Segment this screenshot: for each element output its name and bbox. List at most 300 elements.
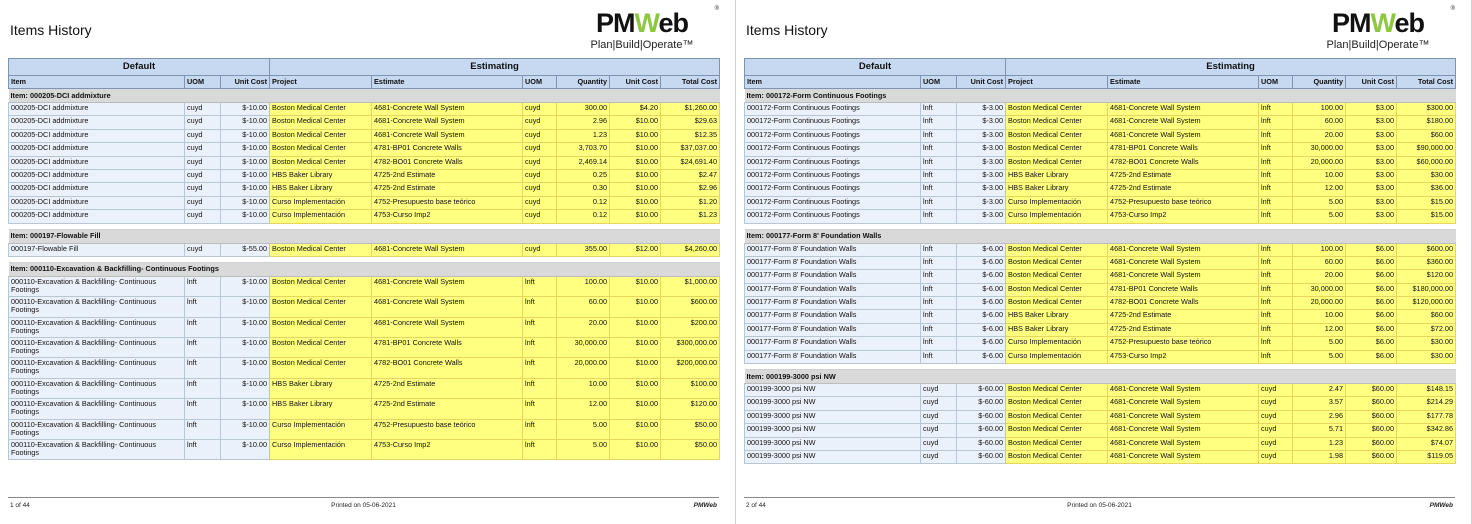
- cell-project: HBS Baker Library: [1006, 323, 1108, 336]
- cell-quantity: 20.00: [557, 317, 610, 337]
- cell-est-unit-cost: $10.00: [610, 358, 661, 378]
- cell-default-unit-cost: $-10.00: [221, 169, 270, 182]
- item-group-title: Item: 000197-Flowable Fill: [9, 229, 720, 243]
- cell-item: 000199-3000 psi NW: [745, 384, 921, 397]
- table-row: [745, 397, 1456, 410]
- cell-item: 000197-Flowable Fill: [9, 243, 185, 256]
- cell-project: Boston Medical Center: [1006, 297, 1108, 310]
- cell-estimate: 4725-2nd Estimate: [1108, 183, 1259, 196]
- cell-default-unit-cost: $-3.00: [957, 103, 1006, 116]
- cell-default-unit-cost: $-6.00: [957, 337, 1006, 350]
- cell-est-uom: lnft: [1259, 337, 1293, 350]
- items-history-table: [8, 58, 720, 460]
- table-row: [745, 183, 1456, 196]
- header-default-unit-cost: Unit Cost: [957, 76, 1006, 89]
- cell-est-unit-cost: $60.00: [1346, 397, 1397, 410]
- cell-quantity: 2,469.14: [557, 156, 610, 169]
- printed-date: Printed on 05-06-2021: [1067, 502, 1132, 509]
- cell-project: Boston Medical Center: [1006, 243, 1108, 256]
- cell-default-uom: cuyd: [185, 103, 221, 116]
- cell-estimate: 4681-Concrete Wall System: [1108, 243, 1259, 256]
- cell-est-uom: lnft: [523, 297, 557, 317]
- cell-item: 000110-Excavation & Backfilling- Continuous Footings: [9, 378, 185, 398]
- cell-quantity: 10.00: [1293, 310, 1346, 323]
- cell-est-unit-cost: $10.00: [610, 440, 661, 460]
- cell-total-cost: $30.00: [1397, 350, 1456, 363]
- cell-project: Curso Implementación: [1006, 196, 1108, 209]
- cell-est-unit-cost: $10.00: [610, 169, 661, 182]
- cell-default-unit-cost: $-6.00: [957, 283, 1006, 296]
- cell-project: Curso Implementación: [1006, 337, 1108, 350]
- cell-default-unit-cost: $-3.00: [957, 129, 1006, 142]
- table-row: [745, 243, 1456, 256]
- cell-project: Boston Medical Center: [270, 156, 372, 169]
- table-row: [9, 399, 720, 419]
- cell-estimate: 4781-BP01 Concrete Walls: [372, 338, 523, 358]
- table-row: [745, 116, 1456, 129]
- cell-est-uom: lnft: [523, 399, 557, 419]
- cell-item: 000110-Excavation & Backfilling- Continuous Footings: [9, 338, 185, 358]
- cell-default-unit-cost: $-6.00: [957, 297, 1006, 310]
- column-header-row: [745, 76, 1456, 89]
- item-group-header: [9, 89, 720, 103]
- cell-estimate: 4752-Presupuesto base teórico: [372, 419, 523, 439]
- table-row: [745, 297, 1456, 310]
- cell-total-cost: $1.23: [661, 210, 720, 223]
- cell-est-unit-cost: $3.00: [1346, 116, 1397, 129]
- cell-quantity: 12.00: [557, 399, 610, 419]
- cell-estimate: 4725-2nd Estimate: [372, 399, 523, 419]
- cell-default-uom: lnft: [185, 399, 221, 419]
- cell-default-uom: cuyd: [185, 196, 221, 209]
- cell-estimate: 4781-BP01 Concrete Walls: [1108, 143, 1259, 156]
- header-project: Project: [1006, 76, 1108, 89]
- cell-default-uom: cuyd: [185, 169, 221, 182]
- table-row: [9, 338, 720, 358]
- table-row: [745, 169, 1456, 182]
- cell-default-uom: lnft: [921, 310, 957, 323]
- cell-est-unit-cost: $10.00: [610, 156, 661, 169]
- header-total-cost: Total Cost: [661, 76, 720, 89]
- page-number: 2 of 44: [746, 502, 766, 509]
- cell-est-unit-cost: $10.00: [610, 116, 661, 129]
- cell-est-unit-cost: $10.00: [610, 210, 661, 223]
- cell-quantity: 20,000.00: [557, 358, 610, 378]
- cell-total-cost: $180,000.00: [1397, 283, 1456, 296]
- cell-total-cost: $37,037.00: [661, 143, 720, 156]
- cell-est-uom: lnft: [523, 276, 557, 296]
- cell-est-unit-cost: $60.00: [1346, 384, 1397, 397]
- cell-total-cost: $177.78: [1397, 410, 1456, 423]
- header-estimate: Estimate: [1108, 76, 1259, 89]
- table-row: [9, 129, 720, 142]
- cell-total-cost: $60,000.00: [1397, 156, 1456, 169]
- logo-registered-mark: ®: [714, 6, 719, 12]
- cell-project: Boston Medical Center: [270, 103, 372, 116]
- group-default: Default: [9, 59, 270, 76]
- cell-project: Boston Medical Center: [1006, 283, 1108, 296]
- cell-est-uom: lnft: [1259, 116, 1293, 129]
- cell-quantity: 5.71: [1293, 424, 1346, 437]
- cell-est-uom: cuyd: [523, 103, 557, 116]
- cell-item: 000172-Form Continuous Footings: [745, 103, 921, 116]
- cell-total-cost: $15.00: [1397, 210, 1456, 223]
- cell-default-uom: cuyd: [185, 243, 221, 256]
- cell-estimate: 4681-Concrete Wall System: [372, 297, 523, 317]
- cell-project: Boston Medical Center: [1006, 143, 1108, 156]
- cell-default-uom: lnft: [185, 276, 221, 296]
- cell-total-cost: $1,260.00: [661, 103, 720, 116]
- cell-total-cost: $74.07: [1397, 437, 1456, 450]
- cell-total-cost: $119.05: [1397, 450, 1456, 463]
- cell-default-uom: cuyd: [185, 183, 221, 196]
- item-group-title: Item: 000172-Form Continuous Footings: [745, 89, 1456, 103]
- cell-project: Boston Medical Center: [1006, 156, 1108, 169]
- cell-est-uom: cuyd: [523, 116, 557, 129]
- cell-default-unit-cost: $-6.00: [957, 323, 1006, 336]
- cell-default-unit-cost: $-10.00: [221, 297, 270, 317]
- cell-est-unit-cost: $6.00: [1346, 270, 1397, 283]
- cell-est-uom: lnft: [523, 358, 557, 378]
- cell-item: 000172-Form Continuous Footings: [745, 129, 921, 142]
- header-item: Item: [745, 76, 921, 89]
- cell-item: 000177-Form 8' Foundation Walls: [745, 256, 921, 269]
- cell-est-unit-cost: $6.00: [1346, 243, 1397, 256]
- table-row: [9, 116, 720, 129]
- cell-est-unit-cost: $3.00: [1346, 169, 1397, 182]
- table-row: [9, 317, 720, 337]
- cell-default-uom: cuyd: [921, 437, 957, 450]
- cell-total-cost: $72.00: [1397, 323, 1456, 336]
- cell-default-uom: lnft: [921, 129, 957, 142]
- cell-default-uom: lnft: [921, 196, 957, 209]
- cell-default-uom: lnft: [921, 183, 957, 196]
- table-row: [745, 256, 1456, 269]
- cell-estimate: 4753-Curso Imp2: [1108, 350, 1259, 363]
- cell-default-unit-cost: $-3.00: [957, 143, 1006, 156]
- cell-default-uom: cuyd: [921, 384, 957, 397]
- cell-default-unit-cost: $-10.00: [221, 276, 270, 296]
- cell-est-uom: lnft: [1259, 143, 1293, 156]
- cell-est-unit-cost: $10.00: [610, 129, 661, 142]
- cell-project: Boston Medical Center: [270, 276, 372, 296]
- cell-est-unit-cost: $60.00: [1346, 424, 1397, 437]
- cell-project: Curso Implementación: [270, 196, 372, 209]
- cell-estimate: 4681-Concrete Wall System: [372, 317, 523, 337]
- cell-default-unit-cost: $-10.00: [221, 358, 270, 378]
- item-group-header: [745, 89, 1456, 103]
- cell-default-unit-cost: $-60.00: [957, 384, 1006, 397]
- cell-estimate: 4752-Presupuesto base teórico: [372, 196, 523, 209]
- table-row: [9, 243, 720, 256]
- cell-item: 000199-3000 psi NW: [745, 437, 921, 450]
- cell-item: 000172-Form Continuous Footings: [745, 196, 921, 209]
- cell-total-cost: $100.00: [661, 378, 720, 398]
- cell-est-uom: cuyd: [523, 156, 557, 169]
- pmweb-logo: [1307, 6, 1455, 54]
- cell-estimate: 4782-BO01 Concrete Walls: [1108, 297, 1259, 310]
- cell-item: 000177-Form 8' Foundation Walls: [745, 297, 921, 310]
- cell-quantity: 0.12: [557, 196, 610, 209]
- cell-est-unit-cost: $3.00: [1346, 129, 1397, 142]
- cell-project: Curso Implementación: [270, 210, 372, 223]
- table-row: [9, 156, 720, 169]
- cell-quantity: 355.00: [557, 243, 610, 256]
- header-item: Item: [9, 76, 185, 89]
- cell-total-cost: $50.00: [661, 419, 720, 439]
- cell-est-unit-cost: $6.00: [1346, 337, 1397, 350]
- cell-estimate: 4681-Concrete Wall System: [1108, 129, 1259, 142]
- header-project: Project: [270, 76, 372, 89]
- cell-quantity: 12.00: [1293, 323, 1346, 336]
- cell-project: Curso Implementación: [270, 440, 372, 460]
- cell-item: 000205-DCI addmixture: [9, 196, 185, 209]
- cell-quantity: 10.00: [1293, 169, 1346, 182]
- cell-default-unit-cost: $-60.00: [957, 424, 1006, 437]
- cell-item: 000205-DCI addmixture: [9, 169, 185, 182]
- cell-project: Boston Medical Center: [1006, 103, 1108, 116]
- cell-item: 000172-Form Continuous Footings: [745, 156, 921, 169]
- header-est-unit-cost: Unit Cost: [1346, 76, 1397, 89]
- logo-wordmark: PMWeb: [1331, 8, 1424, 38]
- cell-project: Boston Medical Center: [1006, 410, 1108, 423]
- cell-quantity: 30,000.00: [557, 338, 610, 358]
- cell-quantity: 5.00: [1293, 350, 1346, 363]
- cell-est-uom: cuyd: [1259, 410, 1293, 423]
- cell-est-unit-cost: $6.00: [1346, 283, 1397, 296]
- cell-default-unit-cost: $-6.00: [957, 256, 1006, 269]
- cell-project: Boston Medical Center: [270, 116, 372, 129]
- cell-total-cost: $60.00: [1397, 310, 1456, 323]
- cell-est-uom: lnft: [1259, 270, 1293, 283]
- cell-estimate: 4681-Concrete Wall System: [1108, 424, 1259, 437]
- cell-total-cost: $200.00: [661, 317, 720, 337]
- table-row: [745, 410, 1456, 423]
- column-header-row: [9, 76, 720, 89]
- cell-est-unit-cost: $6.00: [1346, 350, 1397, 363]
- cell-estimate: 4681-Concrete Wall System: [372, 276, 523, 296]
- cell-est-unit-cost: $12.00: [610, 243, 661, 256]
- cell-default-uom: cuyd: [185, 210, 221, 223]
- table-row: [745, 424, 1456, 437]
- cell-default-unit-cost: $-10.00: [221, 116, 270, 129]
- page-title: Items History: [746, 22, 828, 38]
- cell-est-uom: lnft: [1259, 297, 1293, 310]
- cell-est-unit-cost: $10.00: [610, 276, 661, 296]
- cell-total-cost: $342.86: [1397, 424, 1456, 437]
- header-total-cost: Total Cost: [1397, 76, 1456, 89]
- cell-est-uom: lnft: [523, 338, 557, 358]
- cell-default-uom: cuyd: [185, 116, 221, 129]
- group-estimating: Estimating: [1006, 59, 1456, 76]
- cell-quantity: 100.00: [557, 276, 610, 296]
- cell-est-uom: lnft: [1259, 323, 1293, 336]
- cell-item: 000110-Excavation & Backfilling- Continuous Footings: [9, 358, 185, 378]
- pmweb-logo: [571, 6, 719, 54]
- cell-project: Boston Medical Center: [270, 358, 372, 378]
- cell-total-cost: $50.00: [661, 440, 720, 460]
- cell-item: 000110-Excavation & Backfilling- Continuous Footings: [9, 440, 185, 460]
- cell-est-unit-cost: $3.00: [1346, 156, 1397, 169]
- cell-default-unit-cost: $-3.00: [957, 210, 1006, 223]
- cell-item: 000177-Form 8' Foundation Walls: [745, 337, 921, 350]
- table-row: [745, 350, 1456, 363]
- cell-quantity: 300.00: [557, 103, 610, 116]
- cell-item: 000199-3000 psi NW: [745, 397, 921, 410]
- page-footer: [8, 497, 719, 511]
- cell-default-uom: lnft: [921, 350, 957, 363]
- cell-est-uom: lnft: [523, 440, 557, 460]
- cell-estimate: 4725-2nd Estimate: [1108, 323, 1259, 336]
- cell-est-uom: cuyd: [523, 143, 557, 156]
- cell-default-uom: lnft: [921, 116, 957, 129]
- cell-project: HBS Baker Library: [1006, 169, 1108, 182]
- page-footer: [744, 497, 1455, 511]
- table-row: [9, 103, 720, 116]
- cell-estimate: 4753-Curso Imp2: [372, 210, 523, 223]
- header-quantity: Quantity: [1293, 76, 1346, 89]
- cell-item: 000199-3000 psi NW: [745, 424, 921, 437]
- table-row: [745, 283, 1456, 296]
- cell-item: 000172-Form Continuous Footings: [745, 116, 921, 129]
- table-row: [745, 129, 1456, 142]
- items-history-table: [744, 58, 1456, 464]
- cell-est-uom: lnft: [1259, 350, 1293, 363]
- cell-estimate: 4753-Curso Imp2: [1108, 210, 1259, 223]
- cell-item: 000177-Form 8' Foundation Walls: [745, 243, 921, 256]
- cell-project: Curso Implementación: [1006, 210, 1108, 223]
- cell-default-unit-cost: $-60.00: [957, 410, 1006, 423]
- logo-wordmark: PMWeb: [595, 8, 688, 38]
- cell-total-cost: $4,260.00: [661, 243, 720, 256]
- cell-est-uom: cuyd: [1259, 424, 1293, 437]
- cell-default-uom: cuyd: [185, 129, 221, 142]
- cell-default-unit-cost: $-3.00: [957, 196, 1006, 209]
- cell-item: 000110-Excavation & Backfilling- Continuous Footings: [9, 276, 185, 296]
- cell-project: Boston Medical Center: [270, 143, 372, 156]
- cell-default-uom: lnft: [185, 358, 221, 378]
- cell-project: Boston Medical Center: [270, 338, 372, 358]
- cell-item: 000172-Form Continuous Footings: [745, 183, 921, 196]
- table-row: [9, 169, 720, 182]
- cell-est-uom: cuyd: [523, 129, 557, 142]
- cell-default-uom: cuyd: [185, 156, 221, 169]
- cell-default-unit-cost: $-3.00: [957, 183, 1006, 196]
- cell-default-unit-cost: $-60.00: [957, 450, 1006, 463]
- cell-default-uom: cuyd: [921, 410, 957, 423]
- cell-project: Curso Implementación: [270, 419, 372, 439]
- table-row: [9, 210, 720, 223]
- cell-default-uom: lnft: [185, 297, 221, 317]
- item-group-title: Item: 000205-DCI addmixture: [9, 89, 720, 103]
- cell-default-unit-cost: $-3.00: [957, 156, 1006, 169]
- cell-project: Curso Implementación: [1006, 350, 1108, 363]
- cell-quantity: 5.00: [557, 419, 610, 439]
- item-group-header: [745, 370, 1456, 384]
- cell-total-cost: $600.00: [661, 297, 720, 317]
- cell-est-uom: lnft: [1259, 169, 1293, 182]
- item-group-title: Item: 000110-Excavation & Backfilling- Continuous Footings: [9, 262, 720, 276]
- cell-est-uom: lnft: [523, 378, 557, 398]
- cell-quantity: 20,000.00: [1293, 156, 1346, 169]
- cell-item: 000205-DCI addmixture: [9, 103, 185, 116]
- cell-project: HBS Baker Library: [1006, 183, 1108, 196]
- cell-quantity: 2.96: [557, 116, 610, 129]
- cell-quantity: 3.57: [1293, 397, 1346, 410]
- cell-est-uom: lnft: [523, 317, 557, 337]
- cell-est-uom: cuyd: [1259, 437, 1293, 450]
- cell-default-uom: lnft: [921, 156, 957, 169]
- cell-est-unit-cost: $10.00: [610, 297, 661, 317]
- cell-item: 000177-Form 8' Foundation Walls: [745, 283, 921, 296]
- cell-est-uom: lnft: [1259, 243, 1293, 256]
- header-est-uom: UOM: [523, 76, 557, 89]
- cell-estimate: 4725-2nd Estimate: [372, 378, 523, 398]
- cell-item: 000177-Form 8' Foundation Walls: [745, 270, 921, 283]
- cell-estimate: 4752-Presupuesto base teórico: [1108, 337, 1259, 350]
- table-row: [9, 276, 720, 296]
- cell-est-unit-cost: $6.00: [1346, 256, 1397, 269]
- cell-est-unit-cost: $3.00: [1346, 196, 1397, 209]
- cell-est-unit-cost: $6.00: [1346, 310, 1397, 323]
- cell-est-unit-cost: $10.00: [610, 419, 661, 439]
- cell-project: Boston Medical Center: [1006, 116, 1108, 129]
- cell-project: Boston Medical Center: [1006, 437, 1108, 450]
- item-group-header: [9, 229, 720, 243]
- cell-quantity: 20.00: [1293, 129, 1346, 142]
- cell-quantity: 60.00: [557, 297, 610, 317]
- cell-project: Boston Medical Center: [1006, 397, 1108, 410]
- cell-item: 000199-3000 psi NW: [745, 410, 921, 423]
- cell-total-cost: $30.00: [1397, 337, 1456, 350]
- header-est-uom: UOM: [1259, 76, 1293, 89]
- cell-estimate: 4725-2nd Estimate: [1108, 169, 1259, 182]
- cell-item: 000172-Form Continuous Footings: [745, 143, 921, 156]
- table-row: [745, 210, 1456, 223]
- cell-est-uom: cuyd: [1259, 384, 1293, 397]
- cell-total-cost: $148.15: [1397, 384, 1456, 397]
- cell-estimate: 4782-BO01 Concrete Walls: [1108, 156, 1259, 169]
- item-group-header: [9, 262, 720, 276]
- cell-quantity: 5.00: [1293, 337, 1346, 350]
- cell-quantity: 1.23: [1293, 437, 1346, 450]
- table-row: [9, 183, 720, 196]
- page-title: Items History: [10, 22, 92, 38]
- cell-project: Boston Medical Center: [270, 243, 372, 256]
- cell-est-uom: lnft: [1259, 103, 1293, 116]
- cell-item: 000177-Form 8' Foundation Walls: [745, 310, 921, 323]
- cell-default-unit-cost: $-10.00: [221, 317, 270, 337]
- cell-item: 000110-Excavation & Backfilling- Continuous Footings: [9, 399, 185, 419]
- cell-est-uom: lnft: [1259, 310, 1293, 323]
- page-number: 1 of 44: [10, 502, 30, 509]
- cell-est-uom: lnft: [1259, 183, 1293, 196]
- cell-quantity: 2.96: [1293, 410, 1346, 423]
- table-row: [745, 103, 1456, 116]
- cell-project: Boston Medical Center: [270, 297, 372, 317]
- cell-quantity: 20.00: [1293, 270, 1346, 283]
- logo-tagline: Plan|Build|Operate™: [1326, 39, 1430, 51]
- header-default-unit-cost: Unit Cost: [221, 76, 270, 89]
- cell-est-uom: lnft: [1259, 156, 1293, 169]
- cell-quantity: 60.00: [1293, 116, 1346, 129]
- cell-quantity: 0.25: [557, 169, 610, 182]
- cell-default-uom: lnft: [921, 283, 957, 296]
- cell-estimate: 4725-2nd Estimate: [372, 169, 523, 182]
- cell-total-cost: $12.35: [661, 129, 720, 142]
- table-row: [745, 323, 1456, 336]
- cell-est-unit-cost: $6.00: [1346, 297, 1397, 310]
